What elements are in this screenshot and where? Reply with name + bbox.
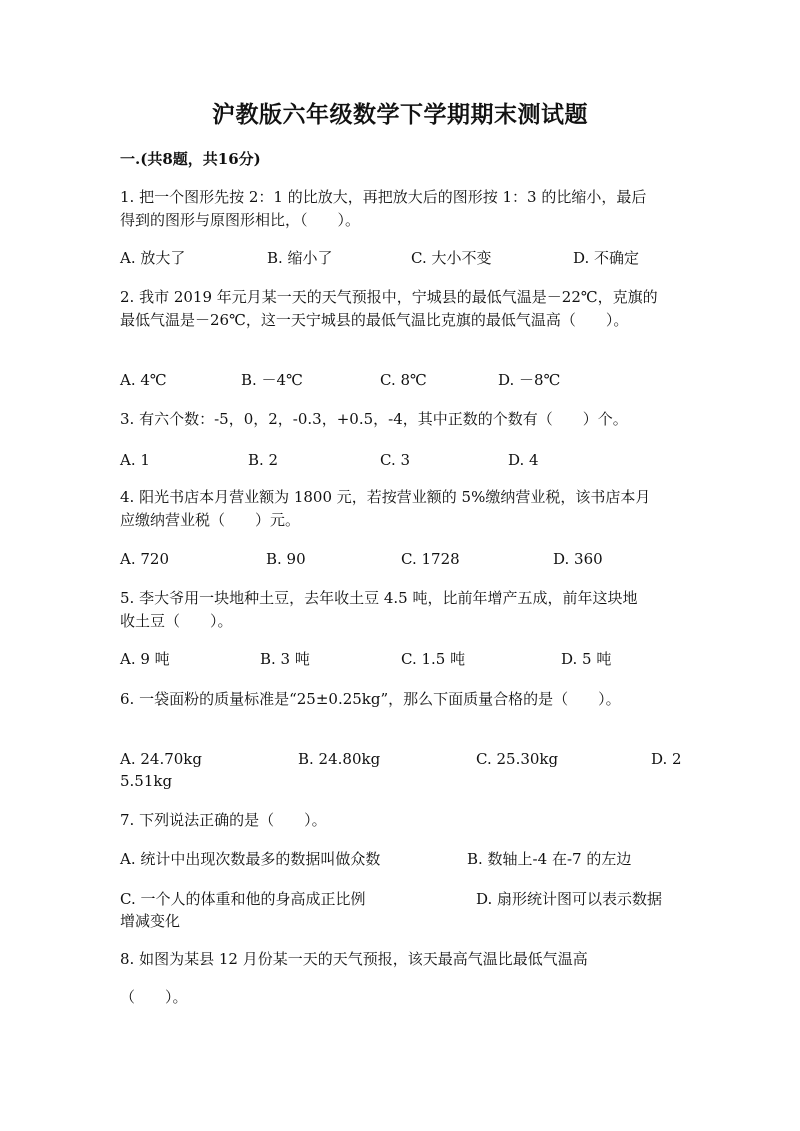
- question-6-option-b: B. 24.80kg: [298, 750, 381, 768]
- question-1-option-a: A. 放大了: [120, 249, 186, 267]
- question-5-option-b: B. 3 吨: [260, 650, 310, 668]
- question-2-option-b: B. －4℃: [241, 371, 303, 389]
- question-3-option-c: C. 3: [380, 451, 411, 469]
- question-6-option-d-continued: 5.51kg: [120, 772, 173, 790]
- question-3-line-1: 3. 有六个数：-5，0，2，-0.3，+0.5，-4，其中正数的个数有（ ）个。: [120, 410, 628, 428]
- question-7-option-c-continued: 增减变化: [120, 912, 181, 930]
- question-2-line-2: 最低气温是－26℃，这一天宁城县的最低气温比克旗的最低气温高（ ）。: [120, 311, 629, 329]
- question-7-option-a: A. 统计中出现次数最多的数据叫做众数: [120, 850, 381, 868]
- question-4-option-a: A. 720: [120, 550, 169, 568]
- question-8-line-2: （ ）。: [120, 988, 188, 1006]
- question-1-option-b: B. 缩小了: [267, 249, 333, 267]
- question-3-option-b: B. 2: [248, 451, 279, 469]
- question-3-option-d: D. 4: [508, 451, 539, 469]
- question-2-option-d: D. －8℃: [498, 371, 561, 389]
- page-title: 沪教版六年级数学下学期期末测试题: [212, 101, 588, 128]
- question-4-line-1: 4. 阳光书店本月营业额为 1800 元，若按营业额的 5%缴纳营业税，该书店本月: [120, 488, 651, 506]
- question-5-option-a: A. 9 吨: [120, 650, 170, 668]
- question-4-option-b: B. 90: [266, 550, 306, 568]
- question-1-option-d: D. 不确定: [573, 249, 640, 267]
- question-6-option-c: C. 25.30kg: [476, 750, 559, 768]
- section-heading: 一.(共8题，共16分): [120, 150, 261, 168]
- question-5-line-2: 收土豆（ ）。: [120, 612, 233, 630]
- question-1-line-2: 得到的图形与原图形相比，（ ）。: [120, 211, 361, 229]
- question-6-option-a: A. 24.70kg: [120, 750, 203, 768]
- question-4-line-2: 应缴纳营业税（ ）元。: [120, 511, 301, 529]
- question-5-option-c: C. 1.5 吨: [401, 650, 466, 668]
- question-3-option-a: A. 1: [120, 451, 150, 469]
- question-7-option-d: D. 扇形统计图可以表示数据: [476, 890, 663, 908]
- question-4-option-d: D. 360: [553, 550, 603, 568]
- question-2-option-a: A. 4℃: [120, 371, 167, 389]
- question-7-line-1: 7. 下列说法正确的是（ ）。: [120, 811, 327, 829]
- question-1-line-1: 1. 把一个图形先按 2：1 的比放大，再把放大后的图形按 1：3 的比缩小，最后: [120, 188, 647, 206]
- question-5-line-1: 5. 李大爷用一块地种土豆，去年收土豆 4.5 吨，比前年增产五成，前年这块地: [120, 589, 638, 607]
- question-2-option-c: C. 8℃: [380, 371, 427, 389]
- question-7-option-c: C. 一个人的体重和他的身高成正比例: [120, 890, 366, 908]
- question-4-option-c: C. 1728: [401, 550, 460, 568]
- question-1-option-c: C. 大小不变: [411, 249, 492, 267]
- question-6-option-d: D. 2: [651, 750, 682, 768]
- question-2-line-1: 2. 我市 2019 年元月某一天的天气预报中，宁城县的最低气温是－22℃，克旗的: [120, 288, 658, 306]
- question-8-line-1: 8. 如图为某县 12 月份某一天的天气预报，该天最高气温比最低气温高: [120, 950, 588, 968]
- question-7-option-b: B. 数轴上-4 在-7 的左边: [467, 850, 632, 868]
- question-6-line-1: 6. 一袋面粉的质量标准是“25±0.25kg”，那么下面质量合格的是（ ）。: [120, 690, 621, 708]
- question-5-option-d: D. 5 吨: [561, 650, 612, 668]
